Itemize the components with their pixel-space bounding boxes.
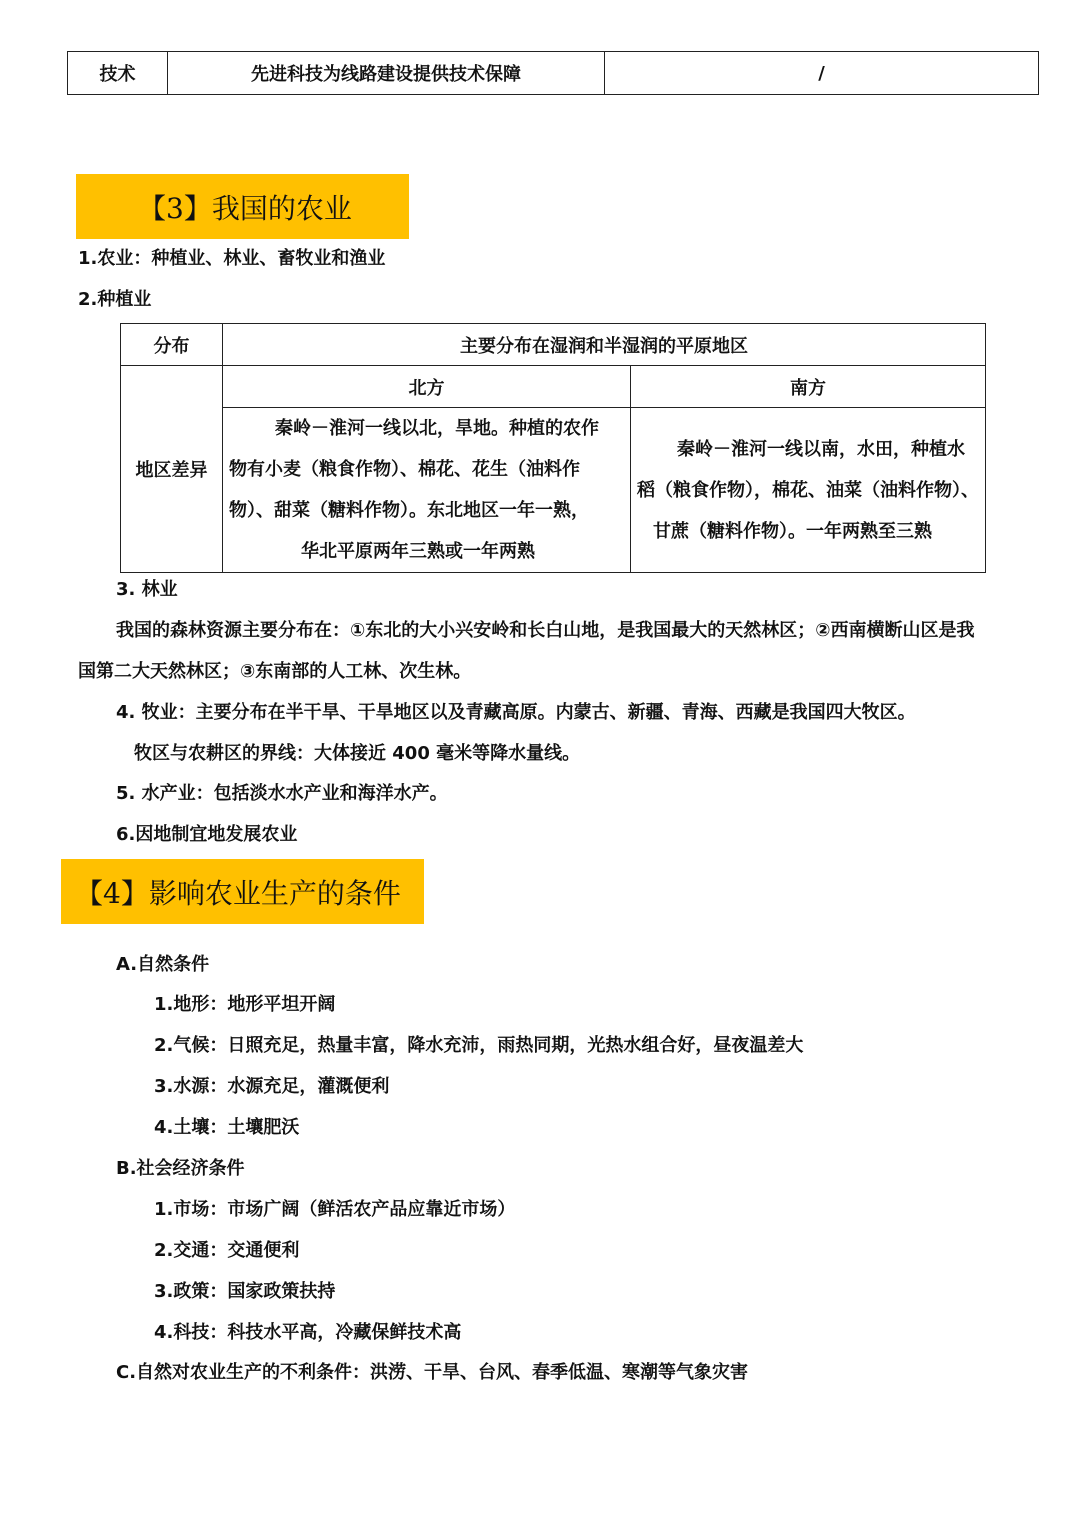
paragraph: 2.种植业 (78, 289, 152, 310)
table-cell: 技术 (68, 52, 168, 95)
table-cell: 分布 (121, 324, 223, 366)
section-heading: 【3】我国的农业 (76, 174, 409, 239)
table-cell (223, 408, 631, 573)
list-item: 1.地形：地形平坦开阔 (154, 994, 336, 1015)
table-cell: 地区差异 (121, 366, 223, 573)
paragraph: 国第二大天然林区；③东南部的人工林、次生林。 (78, 661, 472, 682)
list-item: 4.土壤：土壤肥沃 (154, 1117, 300, 1138)
table-cell: 南方 (631, 366, 986, 408)
cell-line: 物有小麦（粮食作物）、棉花、花生（油料作 (229, 459, 580, 480)
cell-line: 甘蔗（糖料作物）。一年两熟至三熟 (653, 520, 932, 542)
paragraph: 4. 牧业：主要分布在半干旱、干旱地区以及青藏高原。内蒙古、新疆、青海、西藏是我国四大牧区。 (116, 702, 916, 723)
table-cell: 北方 (223, 366, 631, 408)
table-cell: 先进科技为线路建设提供技术保障 (168, 52, 605, 95)
table-cell: 主要分布在湿润和半湿润的平原地区 (223, 324, 986, 366)
table-cell (631, 408, 986, 573)
table-row (121, 324, 986, 366)
top-table (67, 51, 1039, 95)
paragraph: 3. 林业 (116, 579, 178, 600)
table-row (68, 52, 1039, 95)
list-title: C.自然对农业生产的不利条件：洪涝、干旱、台风、春季低温、寒潮等气象灾害 (116, 1362, 749, 1383)
list-item: 2.气候：日照充足，热量丰富，降水充沛，雨热同期，光热水组合好，昼夜温差大 (154, 1035, 804, 1056)
cell-text (631, 429, 985, 552)
paragraph: 我国的森林资源主要分布在：①东北的大小兴安岭和长白山地，是我国最大的天然林区；②西南横断山区是我 (116, 620, 975, 641)
planting-table (120, 323, 986, 573)
section-heading: 【4】影响农业生产的条件 (61, 859, 424, 924)
list-title: A.自然条件 (116, 954, 210, 975)
list-item: 1.市场：市场广阔（鲜活农产品应靠近市场） (154, 1199, 516, 1220)
list-item: 3.政策：国家政策扶持 (154, 1281, 336, 1302)
list-item: 2.交通：交通便利 (154, 1240, 300, 1261)
cell-line: 华北平原两年三熟或一年两熟 (301, 541, 535, 562)
cell-line: 稻（粮食作物），棉花、油菜（油料作物）、 (637, 479, 979, 501)
table-cell: / (605, 52, 1039, 95)
table-row (121, 408, 986, 573)
list-item: 4.科技：科技水平高，冷藏保鲜技术高 (154, 1322, 462, 1343)
list-item: 3.水源：水源充足，灌溉便利 (154, 1076, 390, 1097)
paragraph: 牧区与农耕区的界线：大体接近 400 毫米等降水量线。 (134, 743, 581, 764)
table-row (121, 366, 986, 408)
paragraph: 5. 水产业：包括淡水水产业和海洋水产。 (116, 783, 448, 804)
paragraph: 6.因地制宜地发展农业 (116, 824, 298, 845)
cell-line: 秦岭－淮河一线以南，水田，种植水 (677, 438, 965, 460)
cell-line: 秦岭－淮河一线以北，旱地。种植的农作 (275, 418, 599, 439)
list-title: B.社会经济条件 (116, 1158, 245, 1179)
cell-text (223, 408, 630, 572)
cell-line: 物）、甜菜（糖料作物）。东北地区一年一熟， (229, 500, 589, 521)
paragraph: 1.农业：种植业、林业、畜牧业和渔业 (78, 248, 386, 269)
